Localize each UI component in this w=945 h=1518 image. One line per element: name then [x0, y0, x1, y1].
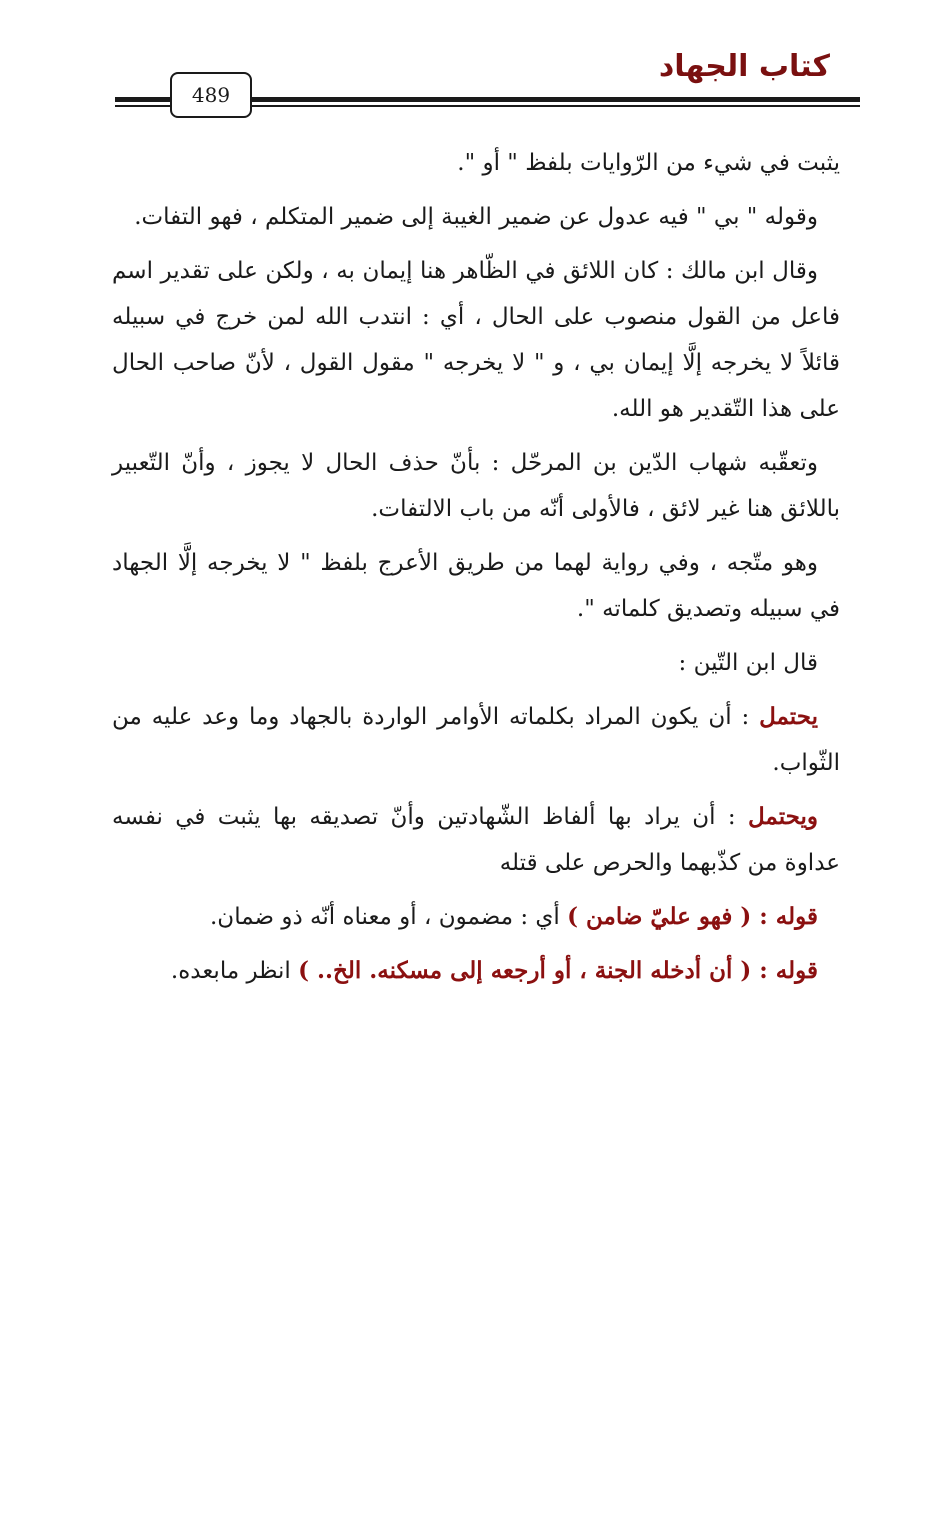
book-title: كتاب الجهاد [658, 49, 830, 84]
paragraph-text: : أن يراد بها ألفاظ الشّهادتين وأنّ تصديقه بها يثبت في نفسه عداوة من كذّبهما والحرص على قتله [112, 804, 840, 876]
lead-word: ويحتمل [747, 803, 818, 830]
paragraph-7 [112, 694, 840, 786]
lead-quote: قوله : ( أن أدخله الجنة ، أو أرجعه إلى مسكنه. الخ.. ) [298, 957, 818, 984]
paragraph-10 [112, 948, 840, 994]
page-body [112, 140, 840, 1002]
paragraph-6: قال ابن التّين : [678, 650, 818, 676]
paragraph-1: يثبت في شيء من الرّوايات بلفظ " أو ". [457, 150, 840, 176]
paragraph-9 [112, 894, 840, 940]
paragraph-8 [112, 794, 840, 886]
lead-quote: قوله : ( فهو عليّ ضامن ) [567, 903, 818, 930]
paragraph-text: أي : مضمون ، أو معناه أنّه ذو ضمان. [210, 904, 568, 930]
paragraph-text: : أن يكون المراد بكلماته الأوامر الواردة بالجهاد وما وعد عليه من الثّواب. [112, 704, 840, 776]
paragraph-5: وهو متّجه ، وفي رواية لهما من طريق الأعرج بلفظ " لا يخرجه إلَّا الجهاد في سبيله وتصديق كلماته ". [112, 550, 840, 622]
paragraph-3: وقال ابن مالك : كان اللائق في الظّاهر هنا إيمان به ، ولكن على تقدير اسم فاعل من القول منصوب على الحال ، أي : انتدب الله لمن خرج في سبيله قائلاً لا يخرجه إلَّا إيمان بي ، و " لا يخرجه " مقول القول ، لأنّ صاحب الحال على هذا التّقدير هو الله. [112, 258, 840, 422]
page-number-badge: 489 [170, 72, 252, 118]
paragraph-2: وقوله " بي " فيه عدول عن ضمير الغيبة إلى ضمير المتكلم ، فهو التفات. [134, 204, 818, 230]
lead-word: يحتمل [759, 703, 818, 730]
paragraph-text: انظر مابعده. [170, 958, 299, 984]
paragraph-4: وتعقّبه شهاب الدّين بن المرحّل : بأنّ حذف الحال لا يجوز ، وأنّ التّعبير باللائق هنا غير لائق ، فالأولى أنّه من باب الالتفات. [112, 450, 840, 522]
